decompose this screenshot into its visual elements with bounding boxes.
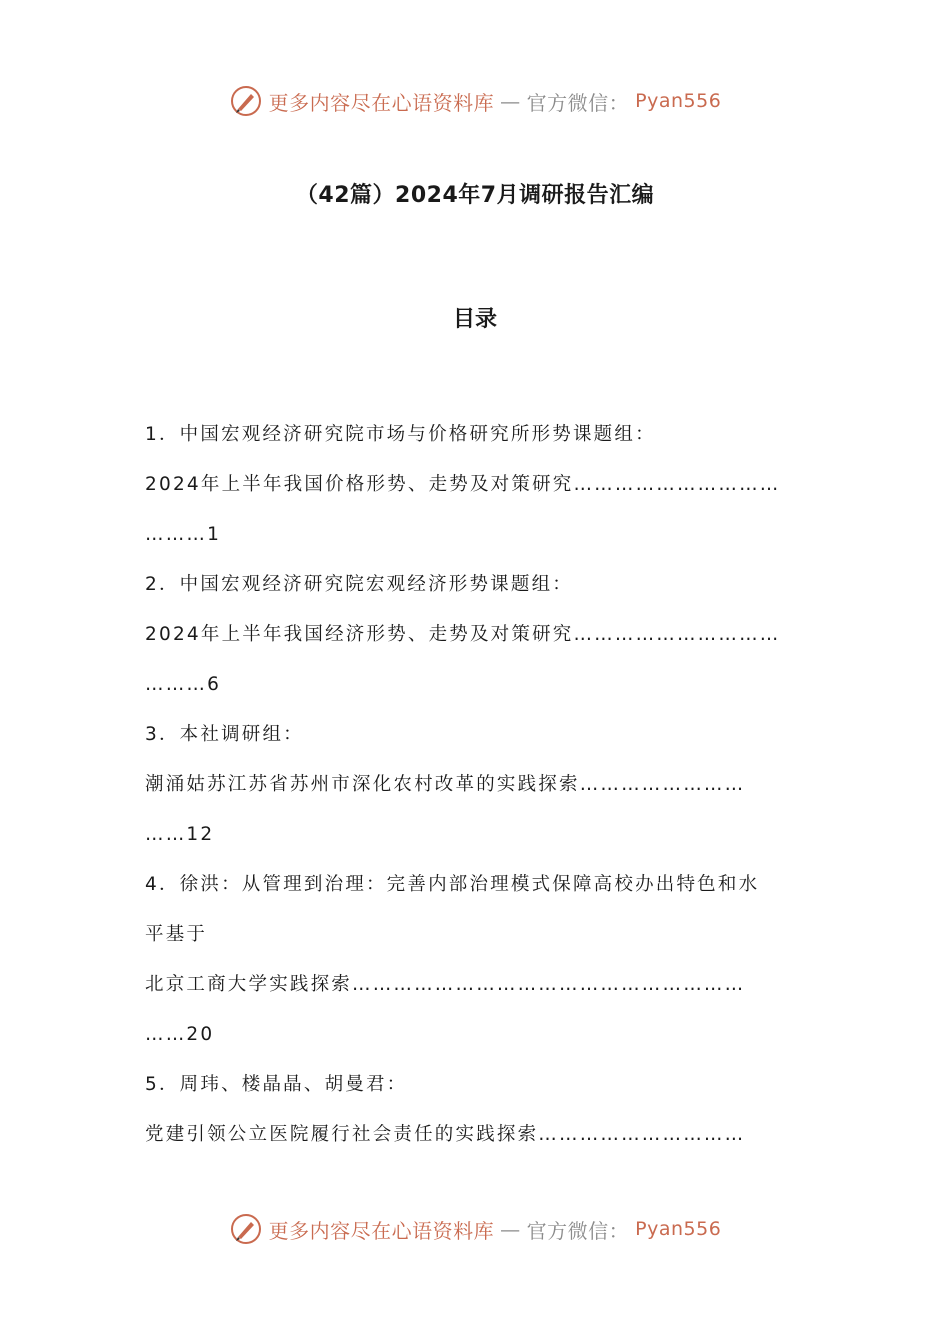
table-of-contents [145, 420, 805, 1170]
watermark-site-text: 更多内容尽在心语资料库 [268, 1218, 495, 1243]
document-title: （42篇）2024年7月调研报告汇编 [295, 183, 655, 208]
toc-entry-4-author-cont[interactable]: 平基于 [145, 924, 208, 945]
watermark-official-label: 官方微信： [526, 1218, 630, 1243]
toc-entry-2-title[interactable]: 2024年上半年我国经济形势、走势及对策研究………………………… [145, 624, 781, 645]
toc-entry-4-page[interactable]: ……20 [145, 1024, 215, 1045]
watermark-dash: — [500, 1217, 521, 1241]
watermark-dash: — [500, 89, 521, 113]
watermark-footer [0, 1212, 950, 1246]
toc-entry-3-title[interactable]: 潮涌姑苏江苏省苏州市深化农村改革的实践探索…………………… [145, 774, 746, 795]
watermark-site-text: 更多内容尽在心语资料库 [268, 90, 495, 115]
toc-entry-2-page[interactable]: ………6 [145, 674, 222, 695]
watermark-wechat-id: Pyan556 [635, 90, 722, 112]
toc-entry-1-page[interactable]: ………1 [145, 524, 222, 545]
toc-entry-5-title[interactable]: 党建引领公立医院履行社会责任的实践探索………………………… [145, 1124, 746, 1145]
watermark-header [0, 84, 950, 118]
pen-logo-icon [229, 84, 263, 118]
toc-entry-3-page[interactable]: ……12 [145, 824, 215, 845]
toc-entry-3-author[interactable]: 3．本社调研组： [145, 724, 304, 745]
watermark-official-label: 官方微信： [526, 90, 630, 115]
toc-entry-1-author[interactable]: 1．中国宏观经济研究院市场与价格研究所形势课题组： [145, 424, 656, 445]
toc-heading: 目录 [452, 307, 497, 332]
watermark-wechat-id: Pyan556 [635, 1218, 722, 1240]
toc-entry-1-title[interactable]: 2024年上半年我国价格形势、走势及对策研究………………………… [145, 474, 781, 495]
toc-entry-5-author[interactable]: 5．周玮、楼晶晶、胡曼君： [145, 1074, 408, 1095]
pen-logo-icon [229, 1212, 263, 1246]
toc-entry-4-author[interactable]: 4．徐洪：从管理到治理：完善内部治理模式保障高校办出特色和水 [145, 874, 760, 895]
toc-entry-4-title[interactable]: 北京工商大学实践探索………………………………………………… [145, 974, 746, 995]
toc-entry-2-author[interactable]: 2．中国宏观经济研究院宏观经济形势课题组： [145, 574, 573, 595]
